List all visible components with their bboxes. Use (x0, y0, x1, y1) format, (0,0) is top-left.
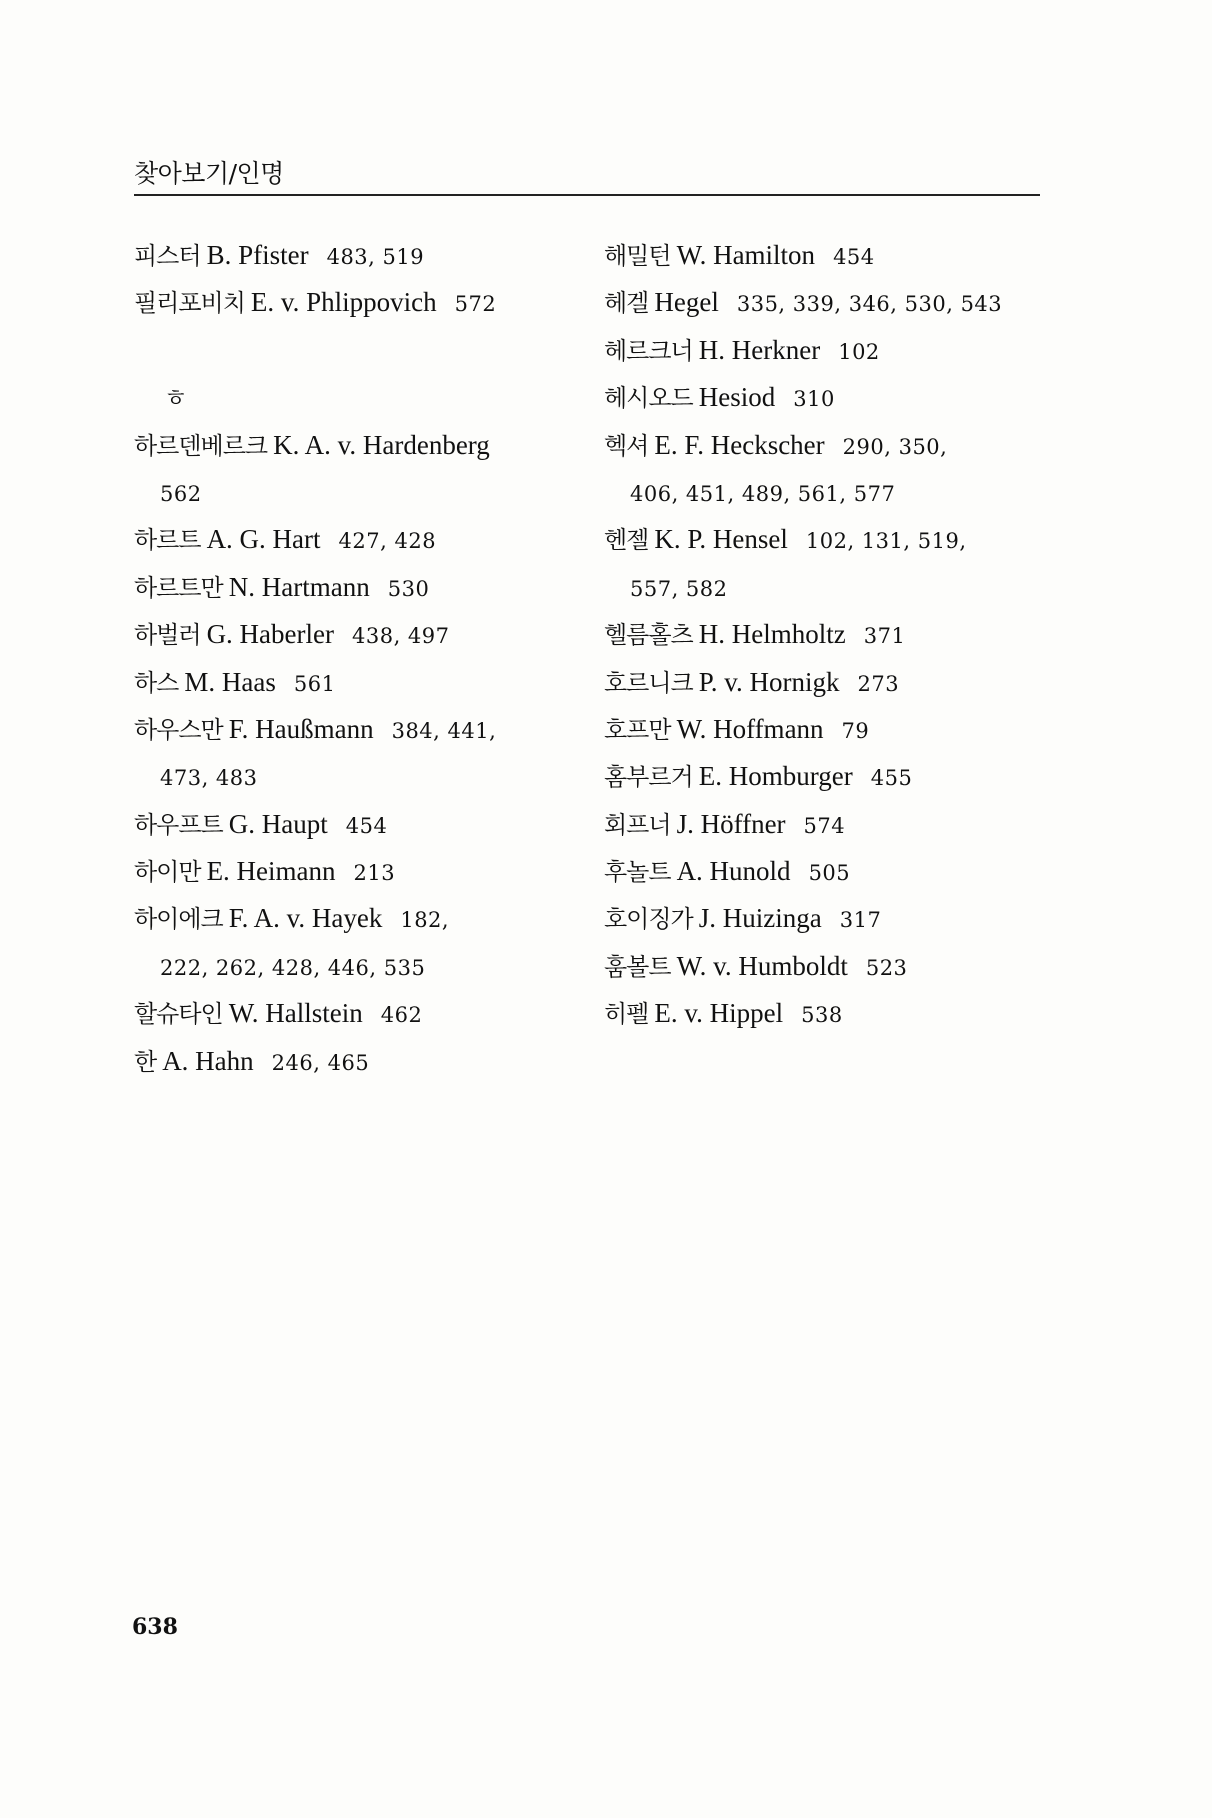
entry-pages: 473, 483 (160, 766, 258, 791)
entry-original-name: W. Hamilton (676, 240, 816, 270)
entry-original-name: E. Homburger (698, 761, 853, 792)
entry-original-name: F. Haußmann (228, 713, 374, 744)
entry-original-name: H. Helmholtz (698, 619, 846, 650)
entry-korean-name: 호이징가 (604, 905, 693, 934)
entry-korean-name: 호프만 (604, 715, 671, 744)
index-entry (604, 706, 1054, 753)
index-entry (134, 611, 584, 658)
entry-korean-name: 헤겔 (604, 289, 649, 318)
entry-korean-name: 헤시오드 (604, 384, 693, 413)
entry-original-name: A. Hunold (676, 856, 791, 887)
index-entry (604, 279, 1054, 326)
entry-pages: 384, 441, (391, 718, 497, 743)
entry-original-name: E. F. Heckscher (654, 429, 825, 460)
index-entry (134, 564, 584, 611)
entry-original-name: J. Höffner (676, 808, 786, 839)
entry-original-name: A. G. Hart (206, 524, 321, 555)
index-entry (604, 611, 1054, 658)
entry-korean-name: 하르덴베르크 (134, 431, 268, 460)
entry-pages: 371 (863, 624, 906, 649)
entry-korean-name: 히펠 (604, 1000, 649, 1029)
entry-pages: 523 (865, 955, 908, 980)
index-entry-continuation (134, 753, 584, 800)
index-entry (134, 895, 584, 942)
entry-pages: 438, 497 (352, 624, 450, 649)
index-entry (604, 232, 1054, 279)
entry-original-name: Hegel (654, 287, 719, 318)
entry-pages: 246, 465 (271, 1050, 370, 1075)
entry-original-name: W. Hoffmann (676, 713, 824, 744)
index-column-left (134, 232, 584, 1085)
group-letter: ㅎ (164, 384, 188, 413)
entry-korean-name: 홈부르거 (604, 763, 693, 792)
entry-pages: 562 (160, 481, 202, 506)
entry-original-name: W. Hallstein (228, 998, 363, 1029)
index-entry (134, 659, 584, 706)
entry-korean-name: 호르니크 (604, 668, 693, 697)
entry-korean-name: 할슈타인 (134, 1000, 223, 1029)
entry-korean-name: 피스터 (134, 242, 201, 270)
entry-original-name: H. Herkner (698, 334, 821, 365)
entry-pages: 102, 131, 519, (805, 529, 967, 554)
entry-korean-name: 하이에크 (134, 905, 223, 934)
index-entry (604, 422, 1054, 469)
index-entry (134, 990, 584, 1037)
page-header (134, 154, 1040, 196)
index-entry (134, 232, 584, 279)
index-entry (604, 990, 1054, 1037)
index-entry (134, 848, 584, 895)
entry-korean-name: 하벌러 (134, 621, 201, 650)
entry-pages: 538 (801, 1003, 843, 1028)
entry-korean-name: 헨젤 (604, 526, 649, 555)
entry-original-name: K. P. Hensel (654, 524, 788, 555)
entry-pages: 454 (345, 813, 388, 838)
index-entry-continuation (134, 943, 584, 990)
entry-original-name: G. Haberler (206, 619, 334, 650)
entry-original-name: E. v. Phlippovich (250, 287, 437, 318)
entry-pages: 213 (353, 861, 396, 886)
entry-original-name: P. v. Hornigk (698, 666, 840, 697)
entry-original-name: M. Haas (184, 666, 276, 697)
index-entry-continuation (604, 564, 1054, 611)
index-column-right (604, 232, 1054, 1038)
entry-korean-name: 헬름홀츠 (604, 621, 693, 650)
entry-original-name: J. Huizinga (698, 903, 822, 934)
index-entry (604, 895, 1054, 942)
entry-pages: 561 (293, 671, 336, 696)
entry-pages: 79 (841, 718, 870, 743)
entry-pages: 222, 262, 428, 446, 535 (160, 955, 426, 980)
entry-original-name: N. Hartmann (228, 571, 370, 602)
index-entry (134, 422, 584, 469)
index-entry-continuation (134, 469, 584, 516)
entry-pages: 454 (833, 245, 875, 269)
entry-pages: 455 (870, 766, 913, 791)
entry-pages: 182, (400, 908, 450, 933)
entry-original-name: F. A. v. Hayek (228, 903, 383, 934)
entry-original-name: B. Pfister (206, 240, 309, 270)
index-entry (134, 516, 584, 563)
entry-original-name: Hesiod (698, 382, 776, 413)
entry-korean-name: 하이만 (134, 858, 201, 887)
entry-pages: 557, 582 (630, 576, 728, 601)
entry-pages: 427, 428 (338, 529, 437, 554)
entry-pages: 530 (387, 576, 430, 601)
index-entry (604, 943, 1054, 990)
entry-korean-name: 하우프트 (134, 810, 223, 839)
entry-pages: 406, 451, 489, 561, 577 (630, 481, 896, 506)
index-entry-continuation (604, 469, 1054, 516)
index-entry (134, 1038, 584, 1085)
entry-korean-name: 후놀트 (604, 858, 671, 887)
entry-original-name: E. Heimann (206, 856, 336, 887)
entry-korean-name: 하르트 (134, 526, 201, 555)
page-number: 638 (132, 1614, 178, 1640)
entry-korean-name: 하스 (134, 668, 179, 697)
entry-korean-name: 훔볼트 (604, 952, 671, 981)
index-entry (604, 659, 1054, 706)
entry-korean-name: 하우스만 (134, 715, 223, 744)
entry-original-name: E. v. Hippel (654, 998, 784, 1029)
index-entry (604, 327, 1054, 374)
entry-korean-name: 필리포비치 (134, 289, 245, 318)
index-entry (134, 706, 584, 753)
entry-korean-name: 해밀턴 (604, 242, 671, 270)
group-heading (134, 374, 584, 421)
blank-row (134, 327, 584, 374)
entry-korean-name: 헥셔 (604, 431, 649, 460)
entry-pages: 462 (380, 1003, 423, 1028)
entry-pages: 574 (803, 813, 846, 838)
entry-korean-name: 한 (134, 1047, 157, 1076)
entry-pages: 290, 350, (842, 434, 948, 459)
entry-pages: 572 (454, 292, 497, 317)
entry-pages: 483, 519 (326, 245, 425, 269)
index-entry (604, 801, 1054, 848)
index-entry (604, 848, 1054, 895)
entry-korean-name: 헤르크너 (604, 336, 693, 365)
entry-pages: 273 (857, 671, 900, 696)
index-entry (134, 801, 584, 848)
entry-original-name: G. Haupt (228, 808, 328, 839)
entry-pages: 317 (839, 908, 882, 933)
entry-pages: 335, 339, 346, 530, 543 (736, 292, 1003, 317)
index-entry (134, 279, 584, 326)
entry-original-name: A. Hahn (162, 1045, 254, 1076)
index-entry (604, 753, 1054, 800)
index-entry (604, 374, 1054, 421)
entry-korean-name: 회프너 (604, 810, 671, 839)
entry-pages: 102 (838, 339, 880, 364)
entry-pages: 310 (793, 387, 835, 412)
entry-original-name: W. v. Humboldt (676, 950, 848, 981)
index-entry (604, 516, 1054, 563)
entry-pages: 505 (808, 861, 851, 886)
page-title: 찾아보기/인명 (134, 159, 284, 188)
entry-original-name: K. A. v. Hardenberg (273, 429, 490, 460)
entry-korean-name: 하르트만 (134, 573, 223, 602)
